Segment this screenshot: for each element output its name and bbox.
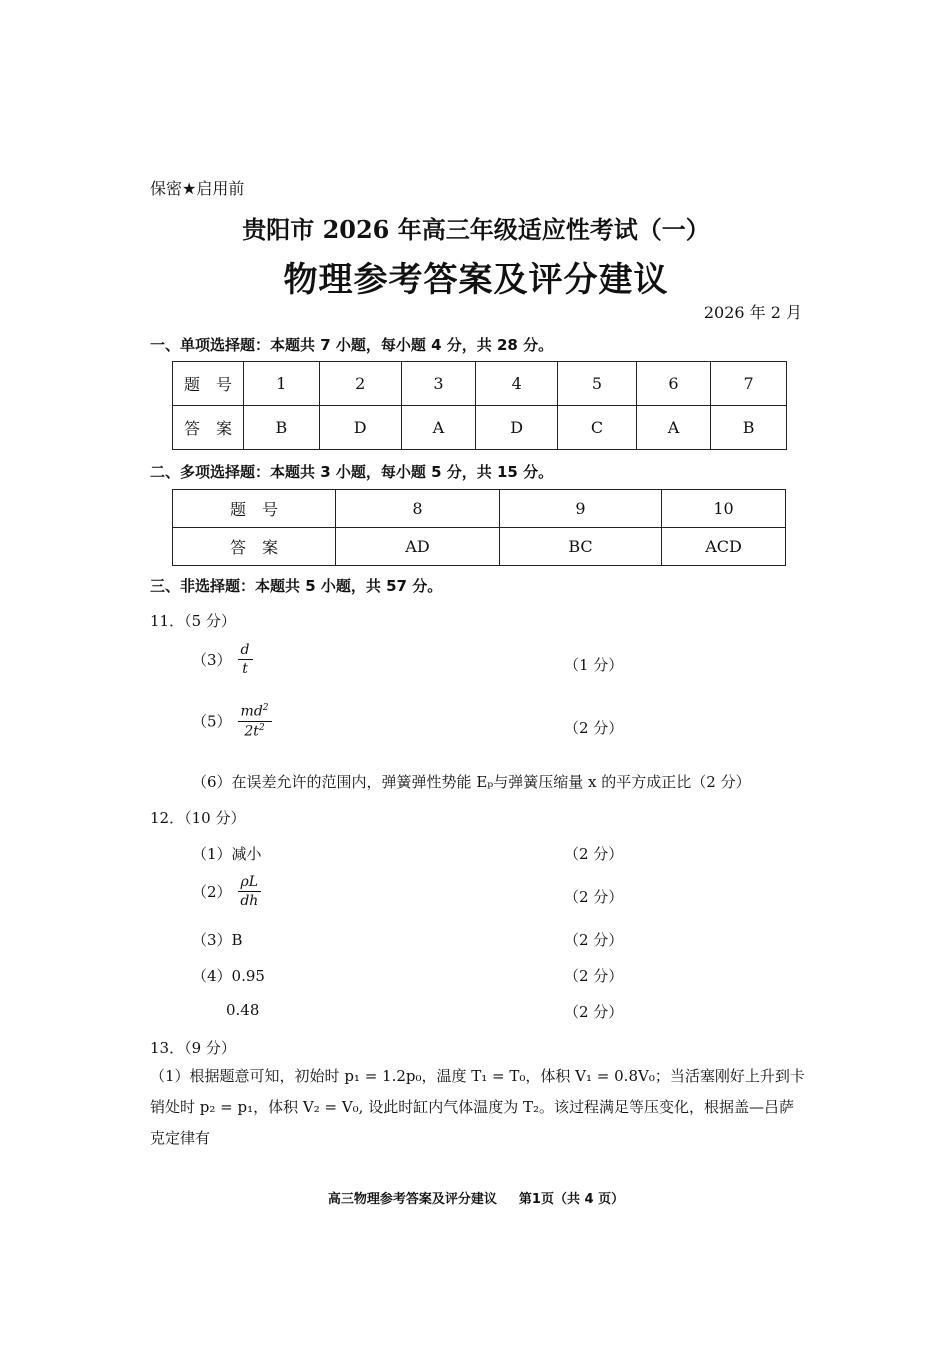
q11-part3-fraction <box>238 642 253 677</box>
multi-choice-table <box>172 489 786 566</box>
answer-cell: AD <box>336 528 500 566</box>
question-number: 2 <box>319 362 401 406</box>
page-footer <box>0 1188 952 1207</box>
fraction-denominator: dh <box>240 893 259 909</box>
q11-label: 11．（5 分） <box>150 612 236 630</box>
q12-part1: （1）减小 <box>192 845 262 863</box>
table-header-question: 题 号 <box>173 490 336 528</box>
answer-cell: D <box>319 406 401 450</box>
exam-title: 贵阳市 2026 年高三年级适应性考试（一） <box>242 215 710 244</box>
q11-part5-label: （5） <box>192 712 232 731</box>
fraction-numerator: d <box>238 642 253 660</box>
q12-part3: （3）B <box>192 931 243 949</box>
q11-part3-score: （1 分） <box>564 656 624 674</box>
q12-part2-label: （2） <box>192 883 232 901</box>
answer-cell: A <box>401 406 476 450</box>
q11-part5-score: （2 分） <box>564 719 624 737</box>
fraction-denominator: t <box>242 661 248 677</box>
q12-part1-score: （2 分） <box>564 845 624 863</box>
answer-cell: B <box>244 406 320 450</box>
question-number: 8 <box>336 490 500 528</box>
q11-part6: （6）在误差允许的范围内，弹簧弹性势能 Eₚ与弹簧压缩量 x 的平方成正比（2 分） <box>192 773 751 791</box>
answer-cell: B <box>711 406 787 450</box>
fraction-numerator: ρL <box>238 874 262 892</box>
document-title: 物理参考答案及评分建议 <box>283 260 669 300</box>
document-date: 2026 年 2 月 <box>703 303 802 322</box>
q12-part4: （4）0.95 <box>192 967 265 985</box>
q12-label: 12．（10 分） <box>150 809 246 827</box>
answer-cell: BC <box>500 528 662 566</box>
confidential-mark: 保密★启用前 <box>150 179 245 198</box>
q11-part3-label: （3） <box>192 651 232 669</box>
question-number: 7 <box>711 362 787 406</box>
q12-part3-score: （2 分） <box>564 931 624 949</box>
q12-part4-second: 0.48 <box>226 1001 260 1019</box>
q12-part4-second-score: （2 分） <box>564 1003 624 1021</box>
fraction-numerator: md <box>240 703 263 720</box>
question-number: 1 <box>244 362 320 406</box>
q11-part5 <box>192 703 272 739</box>
question-number: 9 <box>500 490 662 528</box>
footer-doc-name: 高三物理参考答案及评分建议 <box>327 1192 497 1207</box>
single-choice-table <box>172 361 787 450</box>
question-number: 3 <box>401 362 476 406</box>
q11-part3 <box>192 642 253 677</box>
q12-part2-fraction <box>238 874 262 909</box>
question-number: 5 <box>558 362 637 406</box>
answer-cell: A <box>636 406 711 450</box>
section2-title: 二、多项选择题：本题共 3 小题，每小题 5 分，共 15 分。 <box>150 463 554 481</box>
table-header-question: 题 号 <box>173 362 244 406</box>
q12-part2-score: （2 分） <box>564 888 624 906</box>
answer-cell: C <box>558 406 637 450</box>
q13-label: 13．（9 分） <box>150 1039 236 1057</box>
section1-title: 一、单项选择题：本题共 7 小题，每小题 4 分，共 28 分。 <box>150 336 554 354</box>
table-header-answer: 答 案 <box>173 528 336 566</box>
answer-cell: D <box>476 406 558 450</box>
question-number: 4 <box>476 362 558 406</box>
q12-part2 <box>192 874 261 909</box>
q13-solution-text: （1）根据题意可知，初始时 p₁ = 1.2p₀，温度 T₁ = T₀，体积 V₁ = 0.8V₀；当活塞刚好上升到卡销处时 p₂ = p₁，体积 V₂ = V₀, 设此时缸内气体温度为 T₂。该过程满足等压变化，根据盖—吕萨克定律有 <box>150 1067 805 1147</box>
fraction-denominator: 2t <box>244 723 259 740</box>
question-number: 6 <box>636 362 711 406</box>
question-number: 10 <box>662 490 786 528</box>
q11-part5-fraction: $\frac{md^2}{2t^2}$ <box>238 703 272 739</box>
footer-page-number: 第1页（共 4 页） <box>518 1192 625 1207</box>
table-header-answer: 答 案 <box>173 406 244 450</box>
answer-cell: ACD <box>662 528 786 566</box>
section3-title: 三、非选择题：本题共 5 小题，共 57 分。 <box>150 577 443 595</box>
q12-part4-score: （2 分） <box>564 967 624 985</box>
